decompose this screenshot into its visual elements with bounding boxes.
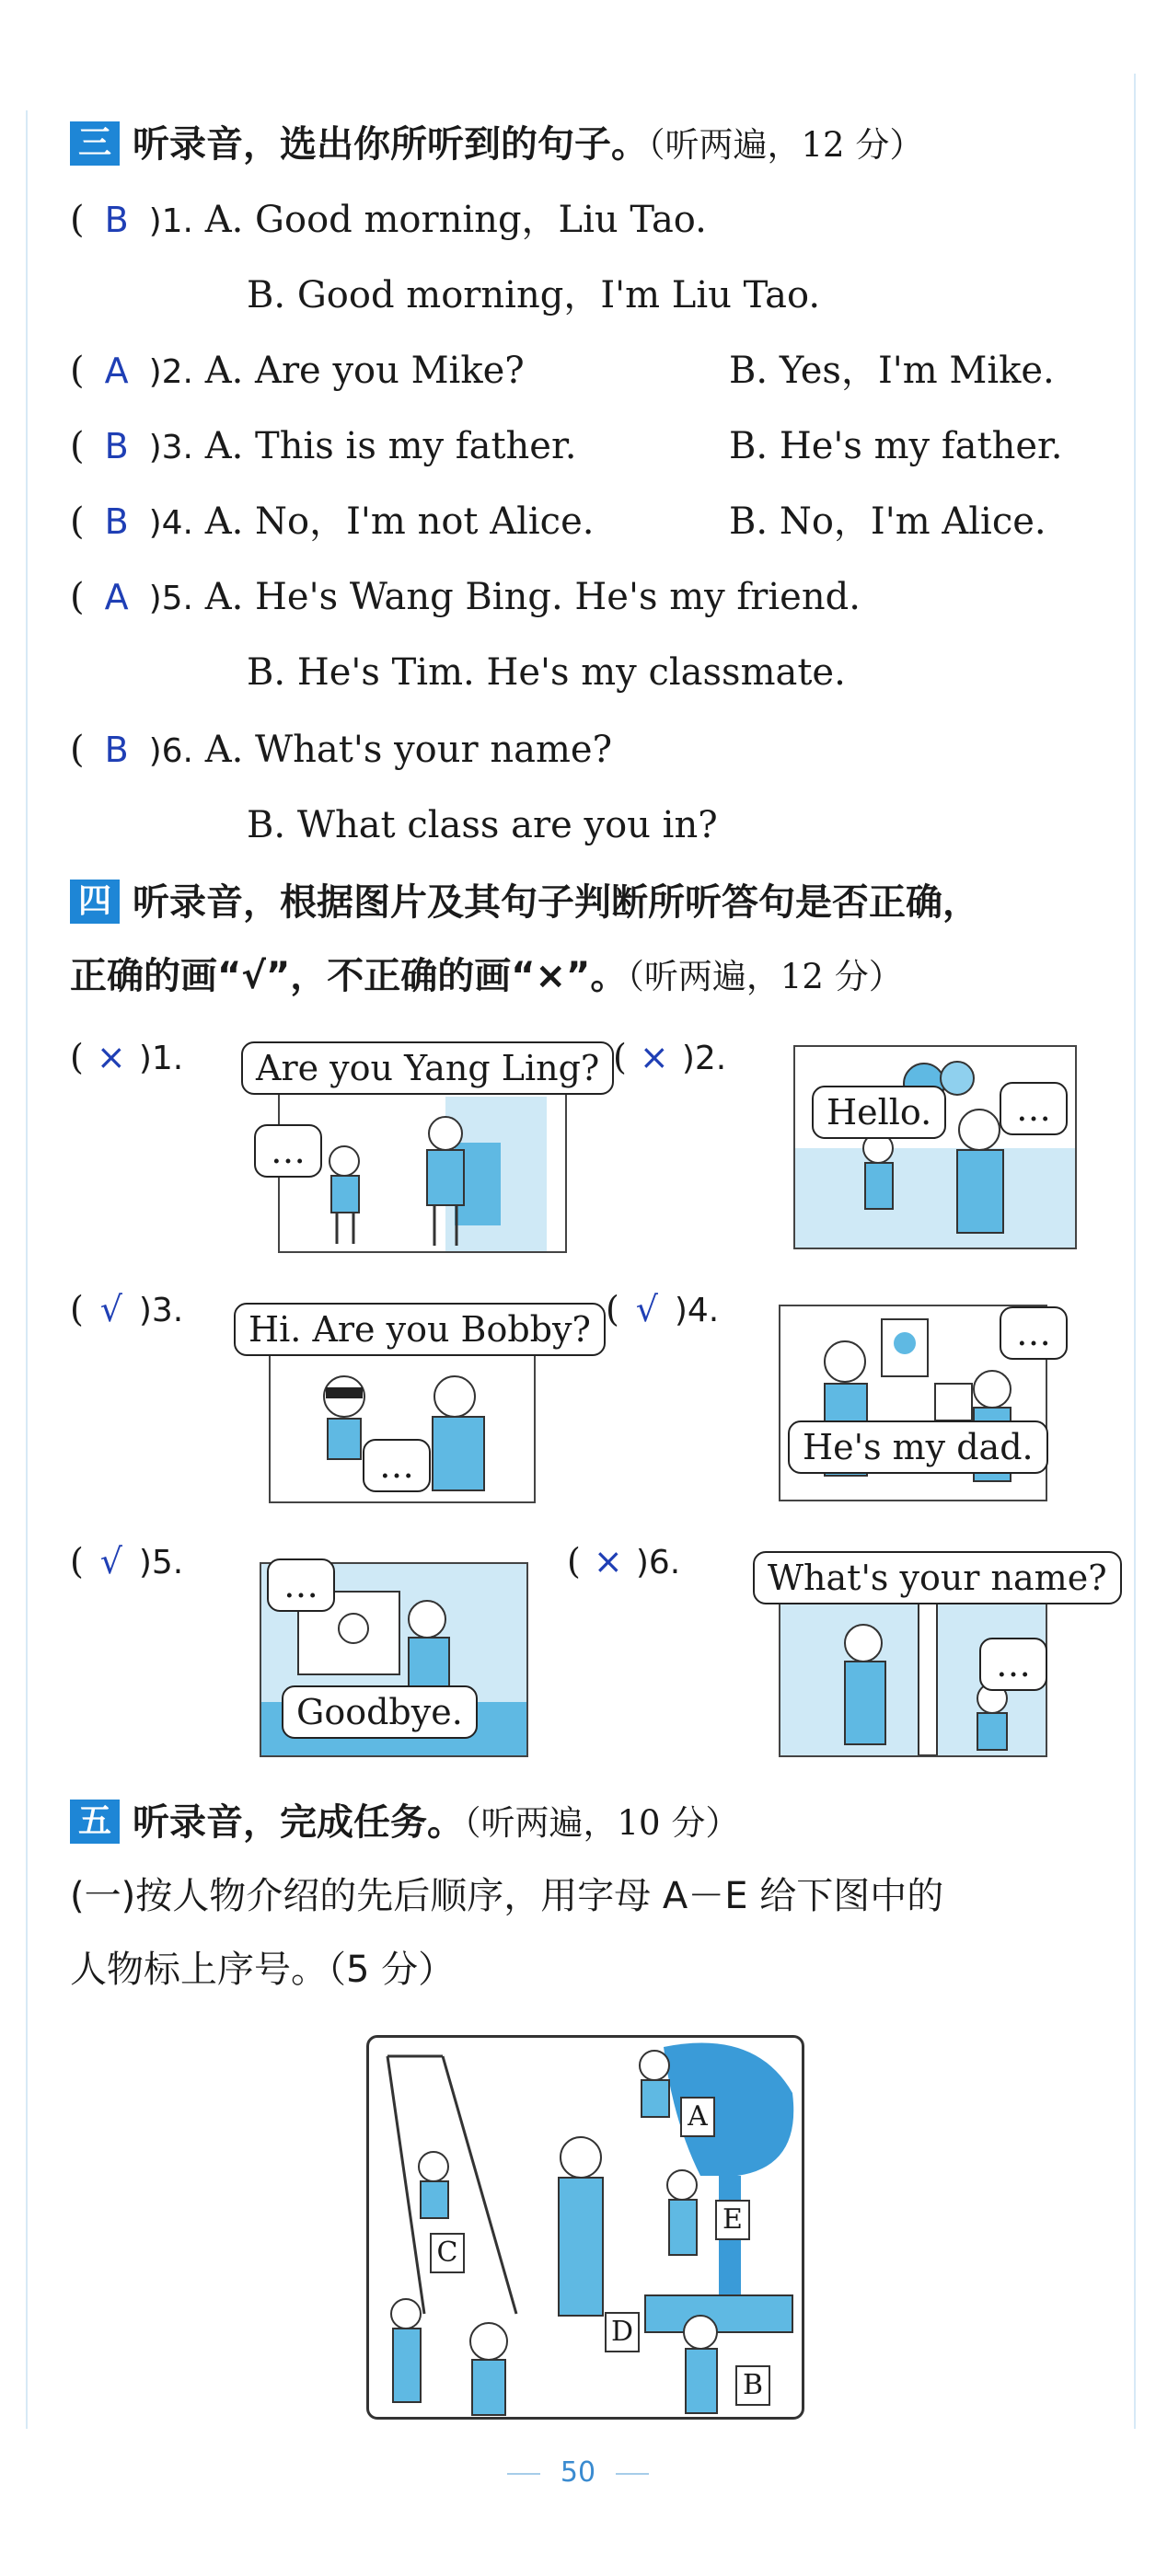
- s3-item-5-b: B. He's Tim. He's my classmate.: [247, 651, 846, 694]
- s3-item-1: ( B )1. A. Good morning，Liu Tao.: [70, 199, 707, 241]
- s4-q1-bubble: Are you Yang Ling?: [241, 1041, 614, 1095]
- s3-item-4: ( B )4. A. No，I'm not Alice.: [70, 500, 595, 543]
- s4-q1-reply-bubble: …: [254, 1124, 322, 1178]
- s3-item-4-b: B. No，I'm Alice.: [729, 500, 1046, 543]
- s3-item-6: ( B )6. A. What's your name?: [70, 729, 613, 771]
- answer-mark: B: [104, 501, 129, 542]
- answer-mark: √: [99, 1289, 122, 1329]
- label-box: D: [605, 2312, 640, 2352]
- s4-q4-number: ( √ )4.: [606, 1286, 719, 1334]
- s4-q6-bubble: What's your name?: [753, 1551, 1122, 1604]
- s4-q2-picture: [793, 1045, 1077, 1249]
- section4-title-line2: 正确的画“√”，不正确的画“×”。（听两遍，12 分）: [70, 955, 903, 997]
- s4-q6-number: ( × )6.: [567, 1538, 680, 1586]
- s3-item-2: ( A )2. A. Are you Mike?: [70, 350, 525, 392]
- s3-item-6-b: B. What class are you in?: [247, 804, 718, 846]
- s3-item-5: ( A )5. A. He's Wang Bing. He's my friend.: [70, 576, 861, 618]
- answer-mark: ×: [639, 1037, 669, 1077]
- section3-title: 三 听录音，选出你所听到的句子。（听两遍，12 分）: [70, 121, 923, 168]
- section5-badge: 五: [70, 1800, 120, 1844]
- section5-instruction-line1: (一)按人物介绍的先后顺序，用字母 A－E 给下图中的: [70, 1875, 944, 1917]
- s3-item-1-b: B. Good morning，I'm Liu Tao.: [247, 274, 821, 316]
- s4-q1-picture: [278, 1086, 567, 1253]
- boy-and-mailman-illustration: [280, 1087, 565, 1251]
- section4-badge: 四: [70, 880, 120, 924]
- s4-q6-reply-bubble: …: [979, 1638, 1047, 1691]
- label-box: B: [735, 2365, 770, 2406]
- answer-mark: A: [104, 351, 129, 391]
- label-box: A: [680, 2097, 715, 2137]
- margin-line-left: [26, 110, 28, 2429]
- s3-item-2-b: B. Yes，I'm Mike.: [729, 350, 1055, 392]
- playground-picture: [366, 2035, 804, 2420]
- s4-q2-bubble: Hello.: [812, 1086, 946, 1139]
- s3-item-3: ( B )3. A. This is my father.: [70, 425, 577, 467]
- s4-q5-reply-bubble: …: [267, 1558, 335, 1612]
- s4-q2-number: ( × )2.: [613, 1034, 726, 1082]
- s4-q4-reply-bubble: …: [1000, 1306, 1068, 1360]
- s3-item-3-b: B. He's my father.: [729, 425, 1063, 467]
- answer-mark: A: [104, 577, 129, 617]
- section4-title: 四 听录音，根据图片及其句子判断所听答句是否正确，: [70, 880, 979, 926]
- section5-title: 五 听录音，完成任务。（听两遍，10 分）: [70, 1800, 739, 1846]
- answer-mark: B: [104, 200, 129, 240]
- s4-q5-number: ( √ )5.: [70, 1538, 183, 1586]
- answer-mark: ×: [96, 1037, 126, 1077]
- s4-q2-reply-bubble: …: [1000, 1082, 1068, 1135]
- label-box: E: [715, 2200, 750, 2240]
- s4-q4-bubble: He's my dad.: [788, 1420, 1048, 1474]
- margin-line-right: [1134, 74, 1136, 2429]
- s4-q1-number: ( × )1.: [70, 1034, 183, 1082]
- clown-and-boy-illustration: [795, 1047, 1075, 1248]
- s4-q3-number: ( √ )3.: [70, 1286, 183, 1334]
- section5-instruction-line2: 人物标上序号。（5 分）: [70, 1949, 456, 1991]
- answer-mark: ×: [593, 1541, 623, 1581]
- answer-mark: √: [99, 1541, 122, 1581]
- s4-q3-bubble: Hi. Are you Bobby?: [234, 1303, 606, 1356]
- page-number: 50: [0, 2456, 1156, 2489]
- s4-q3-reply-bubble: …: [363, 1439, 431, 1492]
- answer-mark: B: [104, 730, 129, 770]
- section3-badge: 三: [70, 121, 120, 166]
- answer-mark: √: [635, 1289, 658, 1329]
- s4-q5-bubble: Goodbye.: [282, 1685, 478, 1739]
- answer-mark: B: [104, 426, 129, 466]
- label-box: C: [430, 2233, 465, 2273]
